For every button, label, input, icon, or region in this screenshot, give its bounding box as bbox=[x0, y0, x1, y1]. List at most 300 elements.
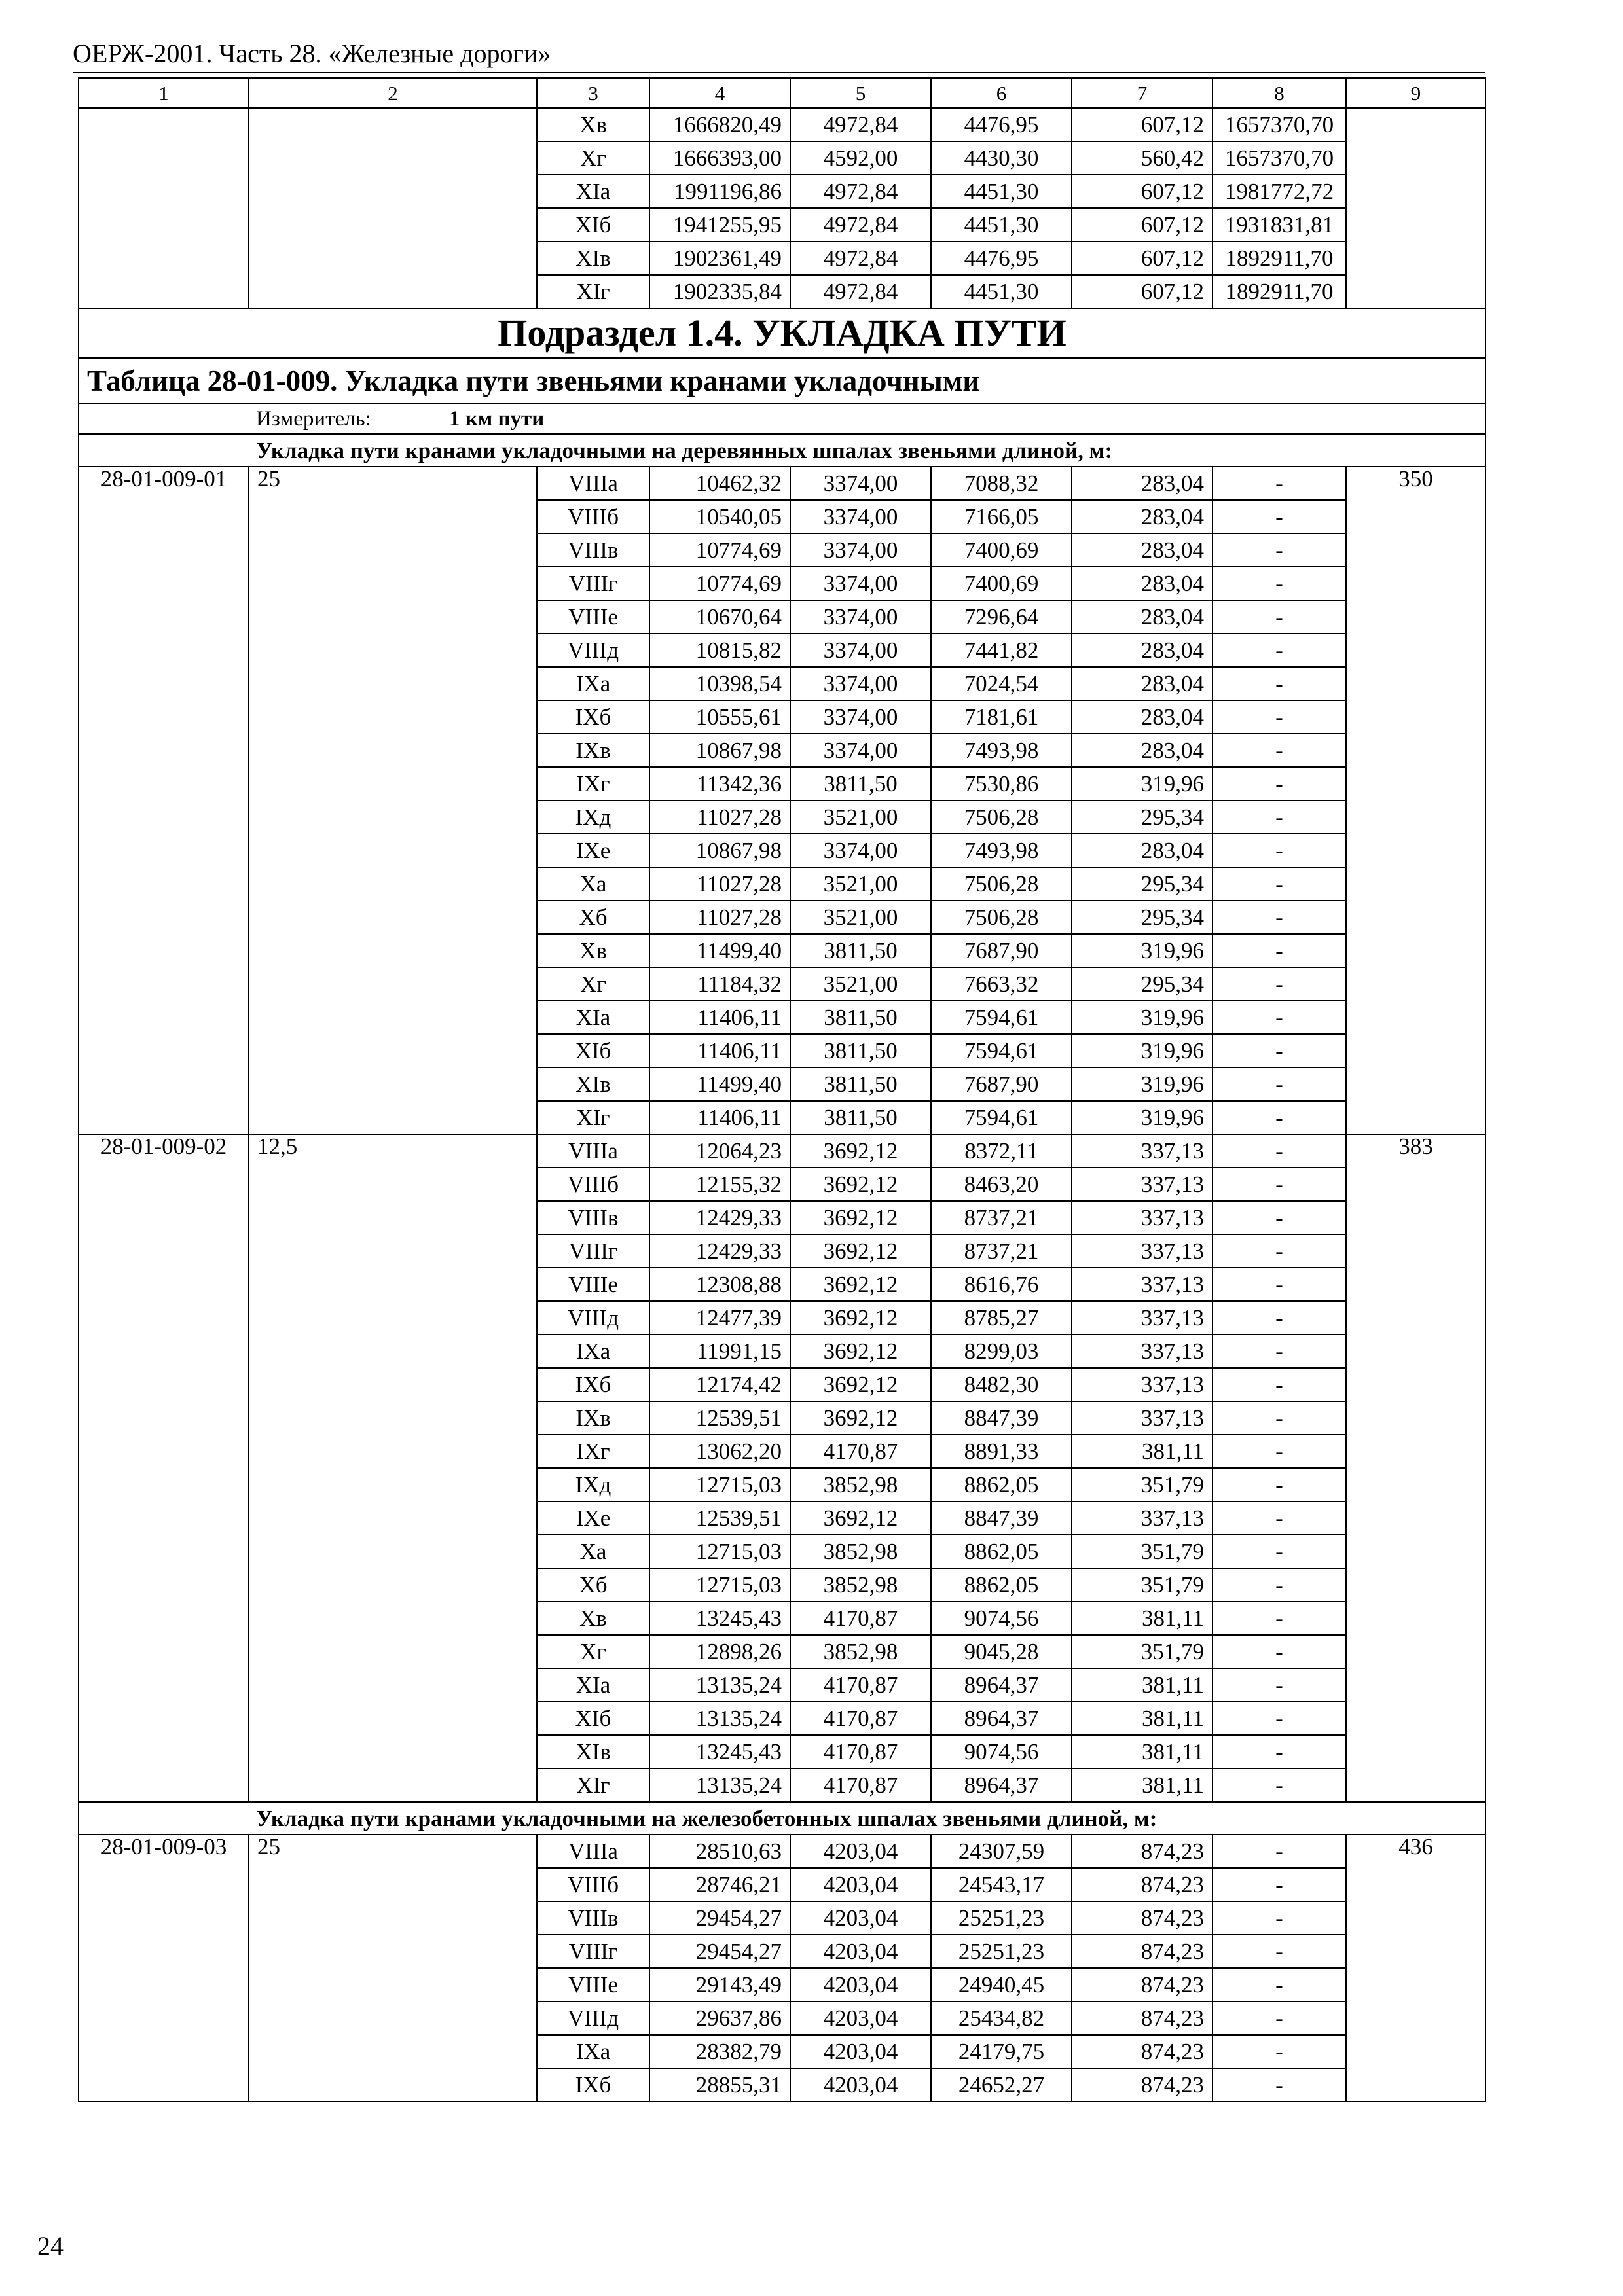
page-header: ОЕРЖ-2001. Часть 28. «Железные дороги» bbox=[73, 39, 551, 68]
total-cost-cell: 12715,03 bbox=[649, 1568, 790, 1602]
resource-type-cell: VIIIд bbox=[537, 634, 649, 667]
material-cost-cell: - bbox=[1213, 1835, 1346, 1868]
labor-cost-cell: 3692,12 bbox=[790, 1168, 931, 1201]
machine-cost-cell: 8463,20 bbox=[931, 1168, 1072, 1201]
machine-cost-cell: 7181,61 bbox=[931, 700, 1072, 734]
resource-type-cell: VIIIа bbox=[537, 467, 649, 500]
machinist-wage-cell: 319,96 bbox=[1072, 934, 1213, 967]
machinist-wage-cell: 381,11 bbox=[1072, 1768, 1213, 1802]
material-cost-cell: - bbox=[1213, 2035, 1346, 2068]
section-title: Подраздел 1.4. УКЛАДКА ПУТИ bbox=[79, 308, 1486, 358]
labor-cost-cell: 4972,84 bbox=[790, 175, 931, 208]
machine-cost-cell: 8299,03 bbox=[931, 1335, 1072, 1368]
labor-cost-cell: 3852,98 bbox=[790, 1568, 931, 1602]
machinist-wage-cell: 351,79 bbox=[1072, 1568, 1213, 1602]
total-cost-cell: 12155,32 bbox=[649, 1168, 790, 1201]
labor-cost-cell: 4972,84 bbox=[790, 108, 931, 141]
machine-cost-cell: 7594,61 bbox=[931, 1034, 1072, 1067]
machine-cost-cell: 8737,21 bbox=[931, 1201, 1072, 1234]
machine-cost-cell: 24543,17 bbox=[931, 1868, 1072, 1901]
machinist-wage-cell: 607,12 bbox=[1072, 242, 1213, 275]
resource-type-cell: Хв bbox=[537, 1602, 649, 1635]
column-number-5: 5 bbox=[790, 78, 931, 108]
labor-cost-cell: 3852,98 bbox=[790, 1468, 931, 1501]
table-title-row bbox=[79, 358, 1486, 404]
machine-cost-cell: 7296,64 bbox=[931, 600, 1072, 634]
machine-cost-cell: 25434,82 bbox=[931, 2001, 1072, 2035]
machinist-wage-cell: 319,96 bbox=[1072, 767, 1213, 800]
machinist-wage-cell: 607,12 bbox=[1072, 275, 1213, 308]
machinist-wage-cell: 337,13 bbox=[1072, 1501, 1213, 1535]
labor-cost-cell: 4972,84 bbox=[790, 242, 931, 275]
machinist-wage-cell: 381,11 bbox=[1072, 1735, 1213, 1768]
machine-cost-cell: 7530,86 bbox=[931, 767, 1072, 800]
material-cost-cell: - bbox=[1213, 901, 1346, 934]
total-cost-cell: 12477,39 bbox=[649, 1301, 790, 1335]
resource-type-cell: Ха bbox=[537, 1535, 649, 1568]
labor-cost-cell: 3811,50 bbox=[790, 1034, 931, 1067]
material-cost-cell: 1657370,70 bbox=[1213, 141, 1346, 175]
resource-type-cell: ХIг bbox=[537, 275, 649, 308]
machinist-wage-cell: 283,04 bbox=[1072, 567, 1213, 600]
machine-cost-cell: 7594,61 bbox=[931, 1001, 1072, 1034]
machine-cost-cell: 7166,05 bbox=[931, 500, 1072, 533]
machine-cost-cell: 8862,05 bbox=[931, 1468, 1072, 1501]
column-number-7: 7 bbox=[1072, 78, 1213, 108]
total-cost-cell: 11991,15 bbox=[649, 1335, 790, 1368]
resource-type-cell: IХд bbox=[537, 800, 649, 834]
machine-cost-cell: 7400,69 bbox=[931, 533, 1072, 567]
rates-table-body bbox=[79, 78, 1486, 2102]
machinist-wage-cell: 337,13 bbox=[1072, 1201, 1213, 1234]
material-cost-cell: - bbox=[1213, 667, 1346, 700]
resource-type-cell: IХа bbox=[537, 667, 649, 700]
machine-cost-cell: 9074,56 bbox=[931, 1602, 1072, 1635]
machinist-wage-cell: 283,04 bbox=[1072, 834, 1213, 867]
resource-type-cell: VIIIе bbox=[537, 600, 649, 634]
machine-cost-cell: 7493,98 bbox=[931, 734, 1072, 767]
subheading: Укладка пути кранами укладочными на железобетонных шпалах звеньями длиной, м: bbox=[79, 1802, 1486, 1835]
machinist-wage-cell: 295,34 bbox=[1072, 901, 1213, 934]
total-cost-cell: 12539,51 bbox=[649, 1401, 790, 1435]
machinist-wage-cell: 874,23 bbox=[1072, 2035, 1213, 2068]
resource-type-cell: VIIIг bbox=[537, 1935, 649, 1968]
machine-cost-cell: 7687,90 bbox=[931, 934, 1072, 967]
col9-cell bbox=[1346, 108, 1486, 308]
material-cost-cell: - bbox=[1213, 1201, 1346, 1234]
material-cost-cell: - bbox=[1213, 767, 1346, 800]
material-cost-cell: - bbox=[1213, 1401, 1346, 1435]
resource-type-cell: VIIIе bbox=[537, 1968, 649, 2001]
resource-type-cell: IХа bbox=[537, 1335, 649, 1368]
table-row bbox=[79, 108, 1486, 141]
col9-cell: 383 bbox=[1346, 1134, 1486, 1802]
machine-cost-cell: 9074,56 bbox=[931, 1735, 1072, 1768]
machine-cost-cell: 7594,61 bbox=[931, 1101, 1072, 1134]
labor-cost-cell: 4170,87 bbox=[790, 1702, 931, 1735]
labor-cost-cell: 3852,98 bbox=[790, 1535, 931, 1568]
machinist-wage-cell: 874,23 bbox=[1072, 1935, 1213, 1968]
resource-type-cell: ХIб bbox=[537, 1034, 649, 1067]
material-cost-cell: - bbox=[1213, 1668, 1346, 1702]
machinist-wage-cell: 319,96 bbox=[1072, 1101, 1213, 1134]
machinist-wage-cell: 381,11 bbox=[1072, 1668, 1213, 1702]
labor-cost-cell: 3811,50 bbox=[790, 1067, 931, 1101]
resource-type-cell: Хв bbox=[537, 108, 649, 141]
labor-cost-cell: 3521,00 bbox=[790, 967, 931, 1001]
code-cell: 28-01-009-01 bbox=[79, 467, 249, 1134]
labor-cost-cell: 3521,00 bbox=[790, 867, 931, 901]
column-number-3: 3 bbox=[537, 78, 649, 108]
material-cost-cell: - bbox=[1213, 1535, 1346, 1568]
resource-type-cell: VIIIг bbox=[537, 567, 649, 600]
total-cost-cell: 10670,64 bbox=[649, 600, 790, 634]
resource-type-cell: IХг bbox=[537, 1435, 649, 1468]
total-cost-cell: 29143,49 bbox=[649, 1968, 790, 2001]
total-cost-cell: 10867,98 bbox=[649, 834, 790, 867]
labor-cost-cell: 4170,87 bbox=[790, 1768, 931, 1802]
machine-cost-cell: 9045,28 bbox=[931, 1635, 1072, 1668]
total-cost-cell: 11184,32 bbox=[649, 967, 790, 1001]
labor-cost-cell: 3374,00 bbox=[790, 834, 931, 867]
machine-cost-cell: 8891,33 bbox=[931, 1435, 1072, 1468]
machine-cost-cell: 4451,30 bbox=[931, 175, 1072, 208]
total-cost-cell: 10540,05 bbox=[649, 500, 790, 533]
total-cost-cell: 12429,33 bbox=[649, 1234, 790, 1268]
machinist-wage-cell: 874,23 bbox=[1072, 1901, 1213, 1935]
machine-cost-cell: 4476,95 bbox=[931, 242, 1072, 275]
machinist-wage-cell: 874,23 bbox=[1072, 2068, 1213, 2102]
machinist-wage-cell: 351,79 bbox=[1072, 1535, 1213, 1568]
length-cell bbox=[249, 108, 537, 308]
labor-cost-cell: 3811,50 bbox=[790, 767, 931, 800]
code-cell bbox=[79, 108, 249, 308]
total-cost-cell: 12898,26 bbox=[649, 1635, 790, 1668]
labor-cost-cell: 4972,84 bbox=[790, 275, 931, 308]
column-number-4: 4 bbox=[649, 78, 790, 108]
material-cost-cell: 1981772,72 bbox=[1213, 175, 1346, 208]
column-number-row bbox=[79, 78, 1486, 108]
machine-cost-cell: 4476,95 bbox=[931, 108, 1072, 141]
material-cost-cell: 1892911,70 bbox=[1213, 242, 1346, 275]
total-cost-cell: 12539,51 bbox=[649, 1501, 790, 1535]
machine-cost-cell: 24179,75 bbox=[931, 2035, 1072, 2068]
total-cost-cell: 10867,98 bbox=[649, 734, 790, 767]
material-cost-cell: - bbox=[1213, 2001, 1346, 2035]
machinist-wage-cell: 337,13 bbox=[1072, 1401, 1213, 1435]
table-row bbox=[79, 467, 1486, 500]
resource-type-cell: ХIб bbox=[537, 208, 649, 242]
resource-type-cell: IХв bbox=[537, 1401, 649, 1435]
labor-cost-cell: 3374,00 bbox=[790, 700, 931, 734]
labor-cost-cell: 4203,04 bbox=[790, 1935, 931, 1968]
labor-cost-cell: 4203,04 bbox=[790, 2068, 931, 2102]
labor-cost-cell: 4203,04 bbox=[790, 2001, 931, 2035]
resource-type-cell: Хв bbox=[537, 934, 649, 967]
machinist-wage-cell: 337,13 bbox=[1072, 1234, 1213, 1268]
length-cell: 25 bbox=[249, 467, 537, 1134]
labor-cost-cell: 3692,12 bbox=[790, 1234, 931, 1268]
material-cost-cell: - bbox=[1213, 1935, 1346, 1968]
material-cost-cell: - bbox=[1213, 1702, 1346, 1735]
resource-type-cell: VIIIв bbox=[537, 1201, 649, 1234]
machinist-wage-cell: 874,23 bbox=[1072, 1868, 1213, 1901]
machine-cost-cell: 8964,37 bbox=[931, 1768, 1072, 1802]
meter-value: 1 км пути bbox=[449, 406, 545, 431]
resource-type-cell: IХв bbox=[537, 734, 649, 767]
resource-type-cell: ХIг bbox=[537, 1101, 649, 1134]
machine-cost-cell: 4451,30 bbox=[931, 275, 1072, 308]
length-cell: 25 bbox=[249, 1835, 537, 2102]
material-cost-cell: - bbox=[1213, 934, 1346, 967]
material-cost-cell: - bbox=[1213, 500, 1346, 533]
total-cost-cell: 11027,28 bbox=[649, 867, 790, 901]
machinist-wage-cell: 337,13 bbox=[1072, 1335, 1213, 1368]
machinist-wage-cell: 607,12 bbox=[1072, 208, 1213, 242]
material-cost-cell: - bbox=[1213, 467, 1346, 500]
material-cost-cell: - bbox=[1213, 600, 1346, 634]
column-number-8: 8 bbox=[1213, 78, 1346, 108]
table-row bbox=[79, 1134, 1486, 1168]
total-cost-cell: 13245,43 bbox=[649, 1735, 790, 1768]
machinist-wage-cell: 283,04 bbox=[1072, 700, 1213, 734]
column-number-6: 6 bbox=[931, 78, 1072, 108]
col9-cell: 436 bbox=[1346, 1835, 1486, 2102]
labor-cost-cell: 4972,84 bbox=[790, 208, 931, 242]
machinist-wage-cell: 351,79 bbox=[1072, 1635, 1213, 1668]
material-cost-cell: - bbox=[1213, 1335, 1346, 1368]
resource-type-cell: Хб bbox=[537, 901, 649, 934]
total-cost-cell: 1902361,49 bbox=[649, 242, 790, 275]
labor-cost-cell: 3374,00 bbox=[790, 500, 931, 533]
labor-cost-cell: 4592,00 bbox=[790, 141, 931, 175]
resource-type-cell: Хб bbox=[537, 1568, 649, 1602]
machine-cost-cell: 7687,90 bbox=[931, 1067, 1072, 1101]
resource-type-cell: ХIа bbox=[537, 1668, 649, 1702]
material-cost-cell: - bbox=[1213, 2068, 1346, 2102]
resource-type-cell: Хг bbox=[537, 141, 649, 175]
material-cost-cell: - bbox=[1213, 1868, 1346, 1901]
machinist-wage-cell: 295,34 bbox=[1072, 800, 1213, 834]
material-cost-cell: - bbox=[1213, 1635, 1346, 1668]
resource-type-cell: IХа bbox=[537, 2035, 649, 2068]
rates-table bbox=[78, 77, 1486, 2102]
labor-cost-cell: 4203,04 bbox=[790, 1968, 931, 2001]
material-cost-cell: - bbox=[1213, 1968, 1346, 2001]
machine-cost-cell: 4430,30 bbox=[931, 141, 1072, 175]
material-cost-cell: - bbox=[1213, 867, 1346, 901]
total-cost-cell: 28382,79 bbox=[649, 2035, 790, 2068]
machine-cost-cell: 25251,23 bbox=[931, 1935, 1072, 1968]
labor-cost-cell: 3692,12 bbox=[790, 1134, 931, 1168]
machine-cost-cell: 24652,27 bbox=[931, 2068, 1072, 2102]
material-cost-cell: - bbox=[1213, 1168, 1346, 1201]
column-number-2: 2 bbox=[249, 78, 537, 108]
machinist-wage-cell: 607,12 bbox=[1072, 175, 1213, 208]
machinist-wage-cell: 381,11 bbox=[1072, 1435, 1213, 1468]
resource-type-cell: VIIIд bbox=[537, 1301, 649, 1335]
machinist-wage-cell: 283,04 bbox=[1072, 667, 1213, 700]
labor-cost-cell: 4170,87 bbox=[790, 1735, 931, 1768]
material-cost-cell: - bbox=[1213, 1001, 1346, 1034]
material-cost-cell: - bbox=[1213, 700, 1346, 734]
total-cost-cell: 12715,03 bbox=[649, 1535, 790, 1568]
meter bbox=[79, 404, 1486, 434]
labor-cost-cell: 3852,98 bbox=[790, 1635, 931, 1668]
labor-cost-cell: 3374,00 bbox=[790, 634, 931, 667]
resource-type-cell: VIIIе bbox=[537, 1268, 649, 1301]
labor-cost-cell: 3692,12 bbox=[790, 1268, 931, 1301]
column-number-9: 9 bbox=[1346, 78, 1486, 108]
machinist-wage-cell: 337,13 bbox=[1072, 1168, 1213, 1201]
total-cost-cell: 13135,24 bbox=[649, 1668, 790, 1702]
machinist-wage-cell: 381,11 bbox=[1072, 1702, 1213, 1735]
total-cost-cell: 1941255,95 bbox=[649, 208, 790, 242]
material-cost-cell: - bbox=[1213, 1435, 1346, 1468]
total-cost-cell: 11027,28 bbox=[649, 901, 790, 934]
labor-cost-cell: 3521,00 bbox=[790, 800, 931, 834]
resource-type-cell: IХб bbox=[537, 2068, 649, 2102]
resource-type-cell: VIIIв bbox=[537, 533, 649, 567]
labor-cost-cell: 4203,04 bbox=[790, 1835, 931, 1868]
machinist-wage-cell: 283,04 bbox=[1072, 500, 1213, 533]
section-title-row bbox=[79, 308, 1486, 358]
resource-type-cell: ХIб bbox=[537, 1702, 649, 1735]
code-cell: 28-01-009-02 bbox=[79, 1134, 249, 1802]
total-cost-cell: 10555,61 bbox=[649, 700, 790, 734]
resource-type-cell: IХд bbox=[537, 1468, 649, 1501]
machine-cost-cell: 8862,05 bbox=[931, 1535, 1072, 1568]
material-cost-cell: - bbox=[1213, 1602, 1346, 1635]
total-cost-cell: 11027,28 bbox=[649, 800, 790, 834]
total-cost-cell: 11499,40 bbox=[649, 934, 790, 967]
material-cost-cell: - bbox=[1213, 1301, 1346, 1335]
material-cost-cell: - bbox=[1213, 1735, 1346, 1768]
resource-type-cell: ХIа bbox=[537, 1001, 649, 1034]
material-cost-cell: - bbox=[1213, 1568, 1346, 1602]
resource-type-cell: VIIIб bbox=[537, 1168, 649, 1201]
resource-type-cell: ХIг bbox=[537, 1768, 649, 1802]
total-cost-cell: 12715,03 bbox=[649, 1468, 790, 1501]
resource-type-cell: VIIIб bbox=[537, 500, 649, 533]
material-cost-cell: - bbox=[1213, 1067, 1346, 1101]
material-cost-cell: 1657370,70 bbox=[1213, 108, 1346, 141]
code-cell: 28-01-009-03 bbox=[79, 1835, 249, 2102]
material-cost-cell: - bbox=[1213, 1368, 1346, 1401]
labor-cost-cell: 4170,87 bbox=[790, 1435, 931, 1468]
total-cost-cell: 1666820,49 bbox=[649, 108, 790, 141]
total-cost-cell: 10398,54 bbox=[649, 667, 790, 700]
total-cost-cell: 29454,27 bbox=[649, 1935, 790, 1968]
total-cost-cell: 29454,27 bbox=[649, 1901, 790, 1935]
labor-cost-cell: 4170,87 bbox=[790, 1602, 931, 1635]
machinist-wage-cell: 283,04 bbox=[1072, 634, 1213, 667]
total-cost-cell: 12064,23 bbox=[649, 1134, 790, 1168]
table-row bbox=[79, 1835, 1486, 1868]
resource-type-cell: IХе bbox=[537, 1501, 649, 1535]
machine-cost-cell: 8847,39 bbox=[931, 1501, 1072, 1535]
labor-cost-cell: 3692,12 bbox=[790, 1401, 931, 1435]
resource-type-cell: IХг bbox=[537, 767, 649, 800]
material-cost-cell: - bbox=[1213, 1234, 1346, 1268]
length-cell: 12,5 bbox=[249, 1134, 537, 1802]
machine-cost-cell: 7506,28 bbox=[931, 867, 1072, 901]
total-cost-cell: 29637,86 bbox=[649, 2001, 790, 2035]
material-cost-cell: - bbox=[1213, 634, 1346, 667]
resource-type-cell: VIIIа bbox=[537, 1134, 649, 1168]
resource-type-cell: ХIв bbox=[537, 1067, 649, 1101]
labor-cost-cell: 3374,00 bbox=[790, 734, 931, 767]
machinist-wage-cell: 319,96 bbox=[1072, 1034, 1213, 1067]
total-cost-cell: 11342,36 bbox=[649, 767, 790, 800]
machine-cost-cell: 8964,37 bbox=[931, 1668, 1072, 1702]
machinist-wage-cell: 874,23 bbox=[1072, 2001, 1213, 2035]
machinist-wage-cell: 295,34 bbox=[1072, 967, 1213, 1001]
total-cost-cell: 12308,88 bbox=[649, 1268, 790, 1301]
machine-cost-cell: 8862,05 bbox=[931, 1568, 1072, 1602]
resource-type-cell: VIIIа bbox=[537, 1835, 649, 1868]
material-cost-cell: - bbox=[1213, 567, 1346, 600]
machine-cost-cell: 25251,23 bbox=[931, 1901, 1072, 1935]
labor-cost-cell: 3374,00 bbox=[790, 667, 931, 700]
machine-cost-cell: 8482,30 bbox=[931, 1368, 1072, 1401]
resource-type-cell: VIIIг bbox=[537, 1234, 649, 1268]
total-cost-cell: 28510,63 bbox=[649, 1835, 790, 1868]
resource-type-cell: ХIв bbox=[537, 242, 649, 275]
total-cost-cell: 1902335,84 bbox=[649, 275, 790, 308]
labor-cost-cell: 4203,04 bbox=[790, 1901, 931, 1935]
machine-cost-cell: 7024,54 bbox=[931, 667, 1072, 700]
total-cost-cell: 10774,69 bbox=[649, 533, 790, 567]
machine-cost-cell: 8964,37 bbox=[931, 1702, 1072, 1735]
material-cost-cell: - bbox=[1213, 1468, 1346, 1501]
machinist-wage-cell: 874,23 bbox=[1072, 1968, 1213, 2001]
total-cost-cell: 13062,20 bbox=[649, 1435, 790, 1468]
total-cost-cell: 1991196,86 bbox=[649, 175, 790, 208]
total-cost-cell: 12429,33 bbox=[649, 1201, 790, 1234]
machinist-wage-cell: 337,13 bbox=[1072, 1368, 1213, 1401]
machine-cost-cell: 8847,39 bbox=[931, 1401, 1072, 1435]
machine-cost-cell: 7493,98 bbox=[931, 834, 1072, 867]
material-cost-cell: - bbox=[1213, 1768, 1346, 1802]
total-cost-cell: 11406,11 bbox=[649, 1034, 790, 1067]
machine-cost-cell: 4451,30 bbox=[931, 208, 1072, 242]
labor-cost-cell: 3692,12 bbox=[790, 1368, 931, 1401]
total-cost-cell: 13135,24 bbox=[649, 1768, 790, 1802]
material-cost-cell: - bbox=[1213, 1501, 1346, 1535]
meter-row bbox=[79, 404, 1486, 434]
machine-cost-cell: 24307,59 bbox=[931, 1835, 1072, 1868]
material-cost-cell: - bbox=[1213, 1034, 1346, 1067]
resource-type-cell: Хг bbox=[537, 967, 649, 1001]
total-cost-cell: 11406,11 bbox=[649, 1101, 790, 1134]
machinist-wage-cell: 295,34 bbox=[1072, 867, 1213, 901]
machine-cost-cell: 8616,76 bbox=[931, 1268, 1072, 1301]
meter-label: Измеритель: bbox=[256, 406, 371, 431]
machine-cost-cell: 7400,69 bbox=[931, 567, 1072, 600]
labor-cost-cell: 3374,00 bbox=[790, 567, 931, 600]
material-cost-cell: 1892911,70 bbox=[1213, 275, 1346, 308]
machinist-wage-cell: 381,11 bbox=[1072, 1602, 1213, 1635]
resource-type-cell: VIIIд bbox=[537, 2001, 649, 2035]
total-cost-cell: 11406,11 bbox=[649, 1001, 790, 1034]
machinist-wage-cell: 351,79 bbox=[1072, 1468, 1213, 1501]
material-cost-cell: - bbox=[1213, 967, 1346, 1001]
machine-cost-cell: 8785,27 bbox=[931, 1301, 1072, 1335]
machinist-wage-cell: 874,23 bbox=[1072, 1835, 1213, 1868]
machine-cost-cell: 7506,28 bbox=[931, 800, 1072, 834]
total-cost-cell: 10774,69 bbox=[649, 567, 790, 600]
